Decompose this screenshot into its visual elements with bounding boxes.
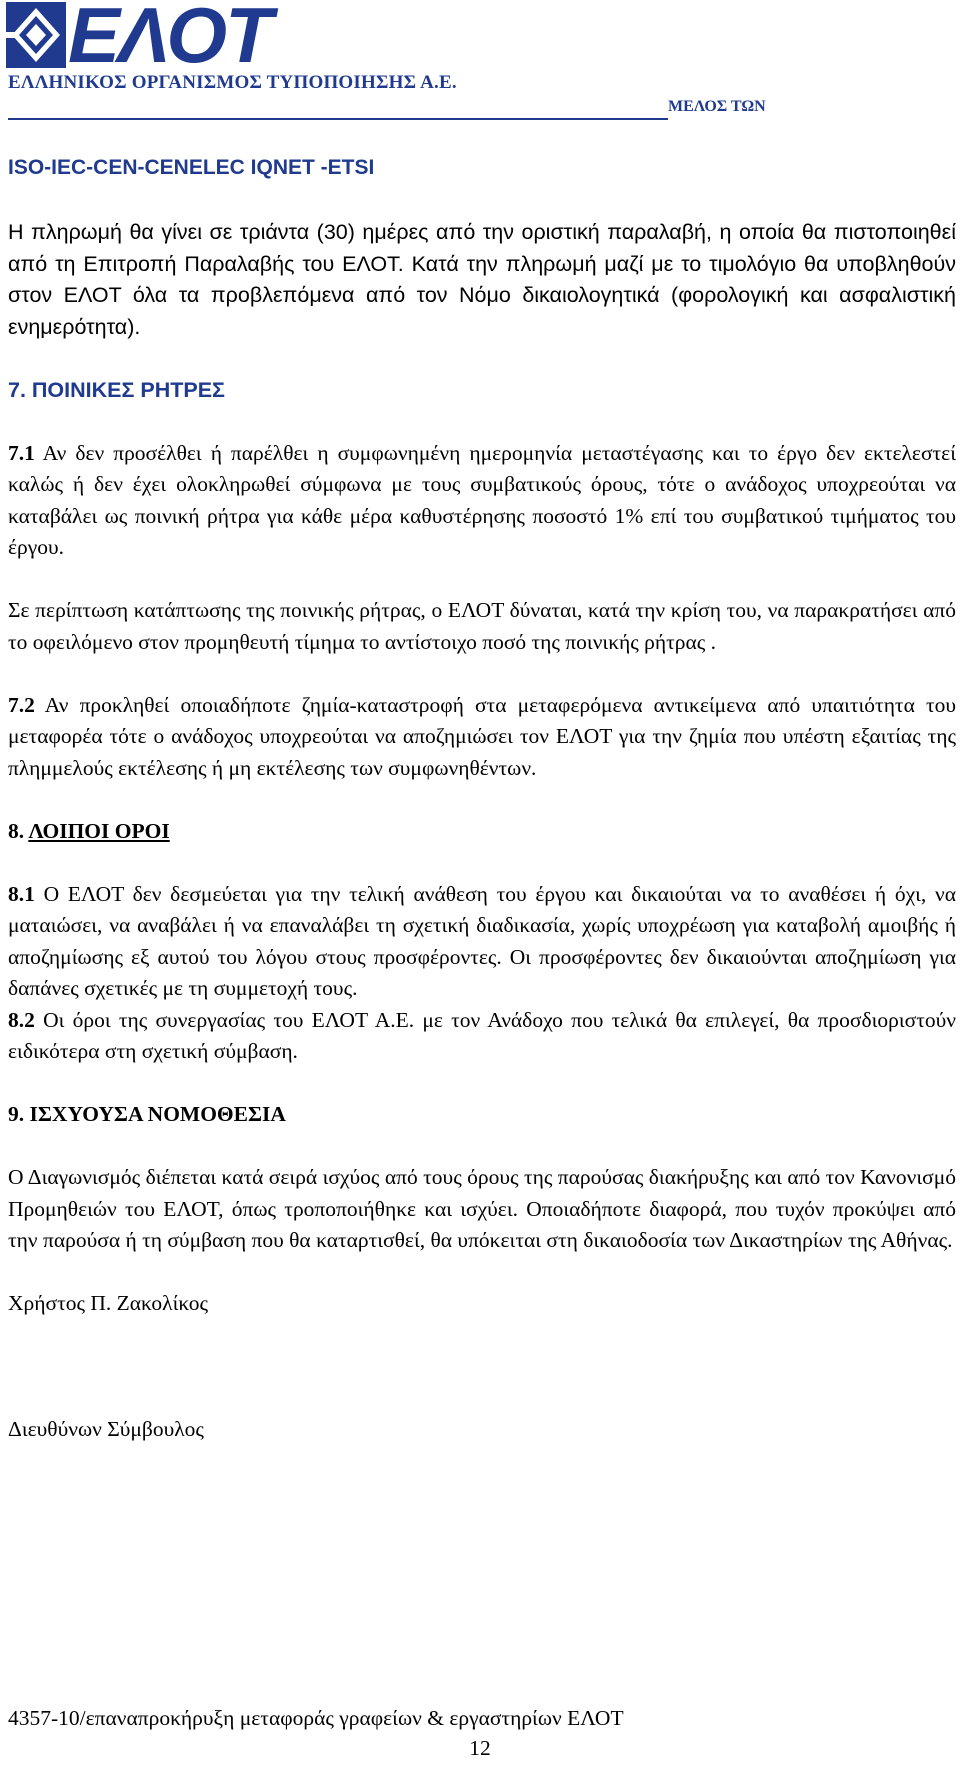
clause-8-2-number: 8.2 bbox=[8, 1007, 35, 1032]
clause-8-2 bbox=[8, 1005, 956, 1068]
document-body bbox=[8, 217, 956, 1445]
section-8-title: ΛΟΙΠΟΙ ΟΡΟΙ bbox=[28, 818, 170, 843]
payment-paragraph: Η πληρωμή θα γίνει σε τριάντα (30) ημέρες από την οριστική παραλαβή, η οποία θα πιστοποιηθεί από τη Επιτροπή Παραλαβής του ΕΛΟΤ. Κατά την πληρωμή μαζί με το τιμολόγιο θα υποβληθούν στον ΕΛΟΤ όλα τα προβλεπόμενα από τον Νόμο δικαιολογητικά (φορολογική και ασφαλιστική ενημερότητα). bbox=[8, 220, 956, 339]
page-number: 12 bbox=[469, 1736, 491, 1760]
signatory-name: Χρήστος Π. Ζακολίκος bbox=[8, 1291, 208, 1315]
clause-7-2 bbox=[8, 690, 956, 785]
standards-bodies: ISO-IEC-CEN-CENELEC IQNET -ETSI bbox=[8, 156, 375, 179]
clause-7-2-number: 7.2 bbox=[8, 692, 35, 717]
clause-7-1 bbox=[8, 438, 956, 564]
section-7-heading: 7. ΠΟΙΝΙΚΕΣ ΡΗΤΡΕΣ bbox=[8, 377, 225, 402]
header-rule bbox=[8, 118, 668, 120]
section-9-heading: 9. ΙΣΧΥΟΥΣΑ ΝΟΜΟΘΕΣΙΑ bbox=[8, 1102, 286, 1126]
clause-8-1-text: Ο ΕΛΟΤ δεν δεσμεύεται για την τελική ανάθεση του έργου και δικαιούται να το αναθέσει ή όχι, να ματαιώσει, να αναβάλει ή να επαναλάβει τη σχετική διαδικασία, χωρίς υποχρέωση για καταβολή αμοιβής ή αποζημίωσης εξ αυτού του λόγου στους προσφέροντες. Οι προσφέροντες δεν δικαιούνται αποζημίωση για δαπάνες σχετικές με τη συμμετοχή τους. bbox=[8, 881, 956, 1000]
elot-logo-mark-icon bbox=[6, 2, 66, 68]
clause-7-1-text: Αν δεν προσέλθει ή παρέλθει η συμφωνημένη ημερομηνία μεταστέγασης και το έργο δεν εκτελεστεί καλώς ή δεν έχει ολοκληρωθεί σύμφωνα με τους συμβατικούς όρους, τότε ο ανάδοχος υποχρεούται να καταβάλει ως ποινική ρήτρα για κάθε μέρα καθυστέρησης ποσοστό 1% επί του συμβατικού τιμήματος του έργου. bbox=[8, 440, 956, 559]
document-reference: 4357-10/επαναπροκήρυξη μεταφοράς γραφείων & εργαστηρίων ΕΛΟΤ bbox=[8, 1706, 624, 1730]
penalty-paragraph: Σε περίπτωση κατάπτωσης της ποινικής ρήτρας, ο ΕΛΟΤ δύναται, κατά την κρίση του, να παρακρατήσει από το οφειλόμενο στον προμηθευτή τίμημα το αντίστοιχο ποσό της ποινικής ρήτρας . bbox=[8, 598, 956, 654]
clause-8-2-text: Οι όροι της συνεργασίας του ΕΛΟΤ Α.Ε. με τον Ανάδοχο που τελικά θα επιλεγεί, θα προσδιοριστούν ειδικότερα στη σχετική σύμβαση. bbox=[8, 1007, 956, 1063]
clause-8-1-number: 8.1 bbox=[8, 881, 35, 906]
organization-name: ΕΛΛΗΝΙΚΟΣ ΟΡΓΑΝΙΣΜΟΣ ΤΥΠΟΠΟΙΗΣΗΣ Α.Ε. bbox=[8, 72, 457, 93]
legislation-paragraph: Ο Διαγωνισμός διέπεται κατά σειρά ισχύος από τους όρους της παρούσας διακήρυξης και από τον Κανονισμό Προμηθειών του ΕΛΟΤ, όπως τροποποιήθηκε και ισχύει. Οποιαδήποτε διαφορά, που τυχόν προκύψει από την παρούσα ή τη σύμβαση που θα καταρτισθεί, θα υπόκειται στη δικαιοδοσία των Δικαστηρίων της Αθήνας. bbox=[8, 1165, 956, 1252]
section-8-heading bbox=[8, 816, 956, 848]
section-8-number: 8. bbox=[8, 818, 29, 843]
signatory-title: Διευθύνων Σύμβουλος bbox=[8, 1416, 204, 1441]
clause-8-1 bbox=[8, 879, 956, 1005]
clause-7-1-number: 7.1 bbox=[8, 440, 35, 465]
clause-7-2-text: Αν προκληθεί οποιαδήποτε ζημία-καταστροφή στα μεταφερόμενα αντικείμενα από υπαιτιότητα του μεταφορέα τότε ο ανάδοχος υποχρεούται να αποζημιώσει τον ΕΛΟΤ για την ζημία που υπέστη εξαιτίας της πλημμελούς εκτέλεσης ή μη εκτέλεσης των συμφωνηθέντων. bbox=[8, 692, 956, 780]
member-of-label: ΜΕΛΟΣ ΤΩΝ bbox=[668, 98, 766, 115]
elot-logo bbox=[6, 0, 271, 79]
logo-wordmark: ΕΛΟΤ bbox=[68, 0, 271, 79]
